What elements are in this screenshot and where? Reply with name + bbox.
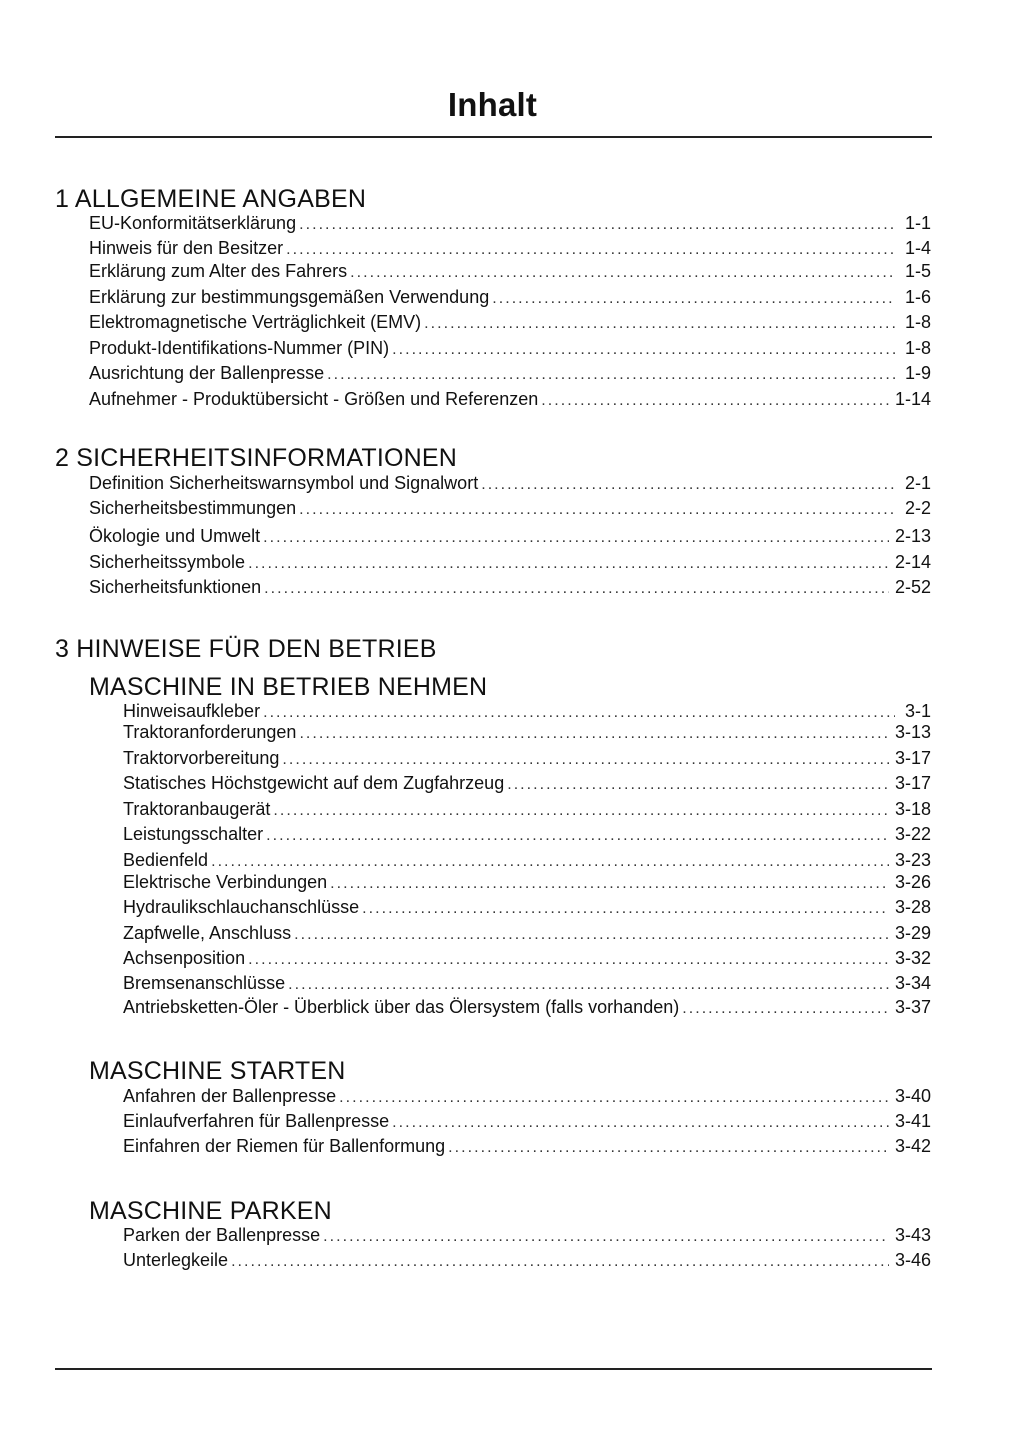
- toc-entry-label: Parken der Ballenpresse: [123, 1225, 321, 1245]
- toc-entry[interactable]: [123, 1249, 931, 1271]
- toc-entry-page: 1-6: [904, 287, 931, 307]
- dot-leader: [273, 800, 889, 822]
- toc-entry-label: Leistungsschalter: [123, 824, 264, 844]
- toc-entry[interactable]: [123, 798, 931, 820]
- toc-entry-label: Unterlegkeile: [123, 1250, 229, 1270]
- toc-entry[interactable]: [89, 237, 931, 259]
- toc-entry[interactable]: [123, 721, 931, 743]
- toc-entry-label: Statisches Höchstgewicht auf dem Zugfahrzeug: [123, 773, 505, 793]
- toc-entry[interactable]: [123, 1110, 931, 1132]
- dot-leader: [392, 339, 895, 361]
- toc-entry-page: 3-17: [894, 773, 931, 793]
- dot-leader: [350, 262, 895, 284]
- section-heading-2: 2 SICHERHEITSINFORMATIONEN: [55, 444, 457, 472]
- dot-leader: [248, 949, 889, 971]
- toc-entry-label: EU-Konformitätserklärung: [89, 213, 297, 233]
- dot-leader: [492, 288, 895, 310]
- dot-leader: [323, 1226, 889, 1248]
- toc-entry-page: 3-26: [894, 872, 931, 892]
- dot-leader: [448, 1137, 889, 1159]
- toc-entry-page: 3-17: [894, 748, 931, 768]
- toc-entry-page: 1-4: [904, 238, 931, 258]
- toc-entry-page: 1-9: [904, 363, 931, 383]
- dot-leader: [264, 578, 889, 600]
- toc-entry[interactable]: [89, 311, 931, 333]
- toc-entry-label: Achsenposition: [123, 948, 246, 968]
- toc-entry[interactable]: [89, 551, 931, 573]
- toc-entry[interactable]: [123, 972, 931, 994]
- toc-entry-label: Einlaufverfahren für Ballenpresse: [123, 1111, 390, 1131]
- toc-entry[interactable]: [123, 1085, 931, 1107]
- toc-entry[interactable]: [89, 286, 931, 308]
- toc-entry-page: 3-22: [894, 824, 931, 844]
- dot-leader: [299, 499, 895, 521]
- subsection-heading: MASCHINE STARTEN: [89, 1057, 346, 1085]
- toc-entry-page: 3-41: [894, 1111, 931, 1131]
- section-heading-1: 1 ALLGEMEINE ANGABEN: [55, 185, 367, 213]
- toc-entry-label: Sicherheitsfunktionen: [89, 577, 262, 597]
- toc-entry-page: 3-43: [894, 1225, 931, 1245]
- toc-entry-page: 3-28: [894, 897, 931, 917]
- toc-entry-page: 3-40: [894, 1086, 931, 1106]
- toc-entry[interactable]: [123, 823, 931, 845]
- toc-entry-page: 3-13: [894, 722, 931, 742]
- dot-leader: [266, 825, 889, 847]
- dot-leader: [362, 898, 889, 920]
- dot-leader: [330, 873, 889, 895]
- toc-entry[interactable]: [123, 947, 931, 969]
- toc-entry-page: 3-32: [894, 948, 931, 968]
- toc-entry-label: Sicherheitsbestimmungen: [89, 498, 297, 518]
- toc-entry[interactable]: [123, 747, 931, 769]
- dot-leader: [339, 1087, 889, 1109]
- toc-entry-page: 1-14: [894, 389, 931, 409]
- toc-entry-label: Ausrichtung der Ballenpresse: [89, 363, 325, 383]
- dot-leader: [481, 474, 895, 496]
- toc-entry[interactable]: [123, 896, 931, 918]
- toc-entry[interactable]: [123, 996, 931, 1018]
- toc-entry-label: Elektrische Verbindungen: [123, 872, 328, 892]
- dot-leader: [282, 749, 889, 771]
- toc-entry[interactable]: [89, 337, 931, 359]
- toc-entry-label: Erklärung zum Alter des Fahrers: [89, 261, 348, 281]
- dot-leader: [327, 364, 895, 386]
- toc-entry-page: 3-1: [904, 701, 931, 721]
- toc-entry[interactable]: [89, 212, 931, 234]
- dot-leader: [392, 1112, 889, 1134]
- toc-entry-label: Ökologie und Umwelt: [89, 526, 261, 546]
- dot-leader: [299, 723, 889, 745]
- toc-entry-page: 2-14: [894, 552, 931, 572]
- toc-entry[interactable]: [89, 388, 931, 410]
- dot-leader: [507, 774, 889, 796]
- toc-entry-page: 1-8: [904, 338, 931, 358]
- toc-entry-label: Traktoranbaugerät: [123, 799, 271, 819]
- dot-leader: [299, 214, 895, 236]
- toc-entry-label: Produkt-Identifikations-Nummer (PIN): [89, 338, 390, 358]
- toc-entry[interactable]: [89, 362, 931, 384]
- toc-entry-page: 1-5: [904, 261, 931, 281]
- toc-entry-page: 3-18: [894, 799, 931, 819]
- toc-entry-label: Elektromagnetische Verträglichkeit (EMV): [89, 312, 422, 332]
- toc-entry[interactable]: [123, 1135, 931, 1157]
- toc-entry-label: Aufnehmer - Produktübersicht - Größen und Referenzen: [89, 389, 539, 409]
- toc-entry[interactable]: [123, 700, 931, 722]
- page-title: Inhalt: [447, 86, 538, 123]
- dot-leader: [424, 313, 895, 335]
- toc-entry[interactable]: [123, 772, 931, 794]
- dot-leader: [682, 998, 889, 1020]
- toc-entry-label: Hydraulikschlauchanschlüsse: [123, 897, 360, 917]
- subsection-heading: MASCHINE PARKEN: [89, 1197, 332, 1225]
- toc-entry[interactable]: [89, 576, 931, 598]
- toc-entry[interactable]: [123, 849, 931, 871]
- toc-entry[interactable]: [89, 497, 931, 519]
- toc-entry-page: 2-2: [904, 498, 931, 518]
- dot-leader: [288, 974, 889, 996]
- toc-entry-page: 3-42: [894, 1136, 931, 1156]
- toc-entry[interactable]: [123, 922, 931, 944]
- toc-entry-label: Definition Sicherheitswarnsymbol und Signalwort: [89, 473, 479, 493]
- dot-leader: [248, 553, 889, 575]
- subsection-heading: MASCHINE IN BETRIEB NEHMEN: [89, 673, 488, 701]
- toc-entry-label: Bremsenanschlüsse: [123, 973, 286, 993]
- toc-entry-page: 3-46: [894, 1250, 931, 1270]
- toc-entry[interactable]: [89, 260, 931, 282]
- toc-entry-page: 1-1: [904, 213, 931, 233]
- toc-entry-page: 3-34: [894, 973, 931, 993]
- toc-entry-label: Hinweisaufkleber: [123, 701, 261, 721]
- toc-entry-page: 2-52: [894, 577, 931, 597]
- dot-leader: [294, 924, 889, 946]
- dot-leader: [211, 851, 889, 873]
- toc-entry-page: 3-37: [894, 997, 931, 1017]
- toc-entry-label: Traktoranforderungen: [123, 722, 297, 742]
- toc-entry-label: Zapfwelle, Anschluss: [123, 923, 292, 943]
- toc-entry[interactable]: [89, 472, 931, 494]
- toc-entry-label: Anfahren der Ballenpresse: [123, 1086, 337, 1106]
- toc-entry-label: Hinweis für den Besitzer: [89, 238, 284, 258]
- toc-entry-page: 3-29: [894, 923, 931, 943]
- toc-entry-label: Sicherheitssymbole: [89, 552, 246, 572]
- toc-entry[interactable]: [123, 1224, 931, 1246]
- toc-entry-page: 3-23: [894, 850, 931, 870]
- dot-leader: [541, 390, 889, 412]
- toc-entry-page: 2-1: [904, 473, 931, 493]
- toc-entry-label: Einfahren der Riemen für Ballenformung: [123, 1136, 446, 1156]
- toc-entry-label: Erklärung zur bestimmungsgemäßen Verwendung: [89, 287, 490, 307]
- toc-entry[interactable]: [123, 871, 931, 893]
- bottom-divider: [55, 1368, 932, 1370]
- toc-entry-page: 1-8: [904, 312, 931, 332]
- toc-entry[interactable]: [89, 525, 931, 547]
- dot-leader: [231, 1251, 889, 1273]
- toc-entry-label: Traktorvorbereitung: [123, 748, 280, 768]
- section-heading-3: 3 HINWEISE FÜR DEN BETRIEB: [55, 635, 437, 663]
- toc-entry-page: 2-13: [894, 526, 931, 546]
- dot-leader: [263, 527, 889, 549]
- dot-leader: [286, 239, 895, 261]
- toc-entry-label: Bedienfeld: [123, 850, 209, 870]
- toc-entry-label: Antriebsketten-Öler - Überblick über das Ölersystem (falls vorhanden): [123, 997, 680, 1017]
